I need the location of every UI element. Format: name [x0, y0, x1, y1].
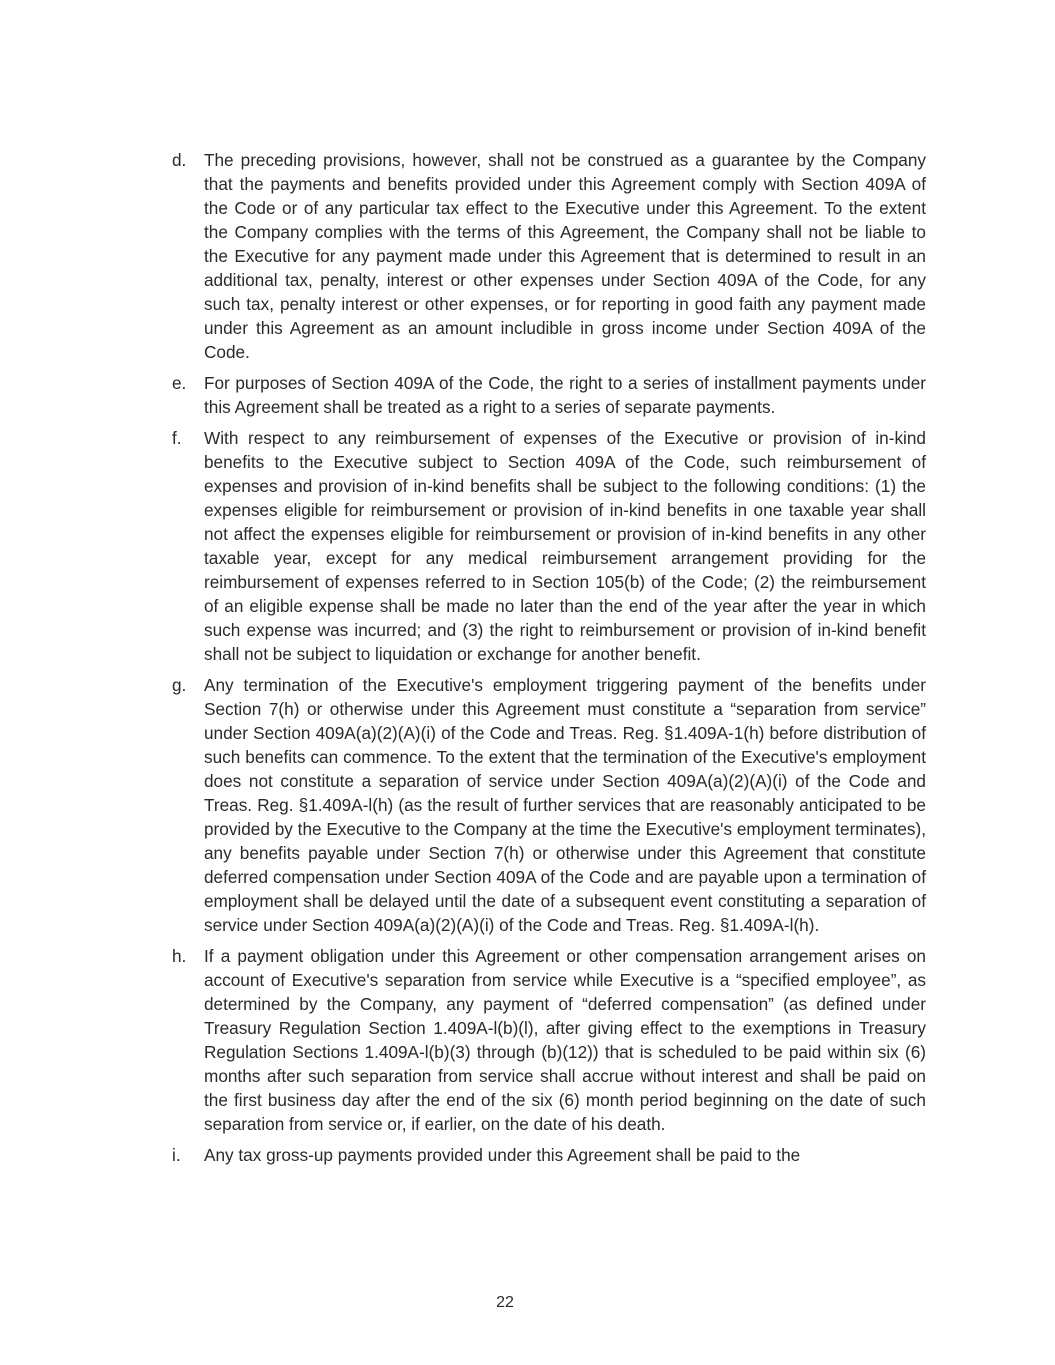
item-text: Any tax gross-up payments provided under this Agreement shall be paid to the	[204, 1145, 801, 1165]
list-item-i	[172, 1143, 926, 1167]
item-label: i.	[172, 1145, 181, 1165]
list-item-d	[172, 148, 926, 364]
item-label: g.	[172, 675, 187, 695]
list-item-f	[172, 426, 926, 666]
item-text: The preceding provisions, however, shall not be construed as a guarantee by the Company that the payments and benefits provided under this Agreement comply with Section 409A of the Code or of any particular tax effect to the Executive under this Agreement. To the extent the Company complies with the terms of this Agreement, the Company shall not be liable to the Executive for any payment made under this Agreement that is determined to result in an additional tax, penalty, interest or other expenses under Section 409A of the Code, for any such tax, penalty interest or other expenses, or for reporting in good faith any payment made under this Agreement as an amount includible in gross income under Section 409A of the Code.	[204, 150, 926, 362]
item-text: Any termination of the Executive's employment triggering payment of the benefits under Section 7(h) or otherwise under this Agreement must constitute a “separation from service” under Section 409A(a)(2)(A)(i) of the Code and Treas. Reg. §1.409A-1(h) before distribution of such benefits can commence. To the extent that the termination of the Executive's employment does not constitute a separation of service under Section 409A(a)(2)(A)(i) of the Code and Treas. Reg. §1.409A-l(h) (as the result of further services that are reasonably anticipated to be provided by the Executive to the Company at the time the Executive's employment terminates), any benefits payable under Section 7(h) or otherwise under this Agreement that constitute deferred compensation under Section 409A of the Code and are payable upon a termination of employment shall be delayed until the date of a subsequent event constituting a separation of service under Section 409A(a)(2)(A)(i) of the Code and Treas. Reg. §1.409A-l(h).	[204, 675, 926, 935]
item-label: e.	[172, 373, 187, 393]
page-number: 22	[496, 1294, 514, 1311]
item-label: d.	[172, 150, 187, 170]
item-label: h.	[172, 946, 187, 966]
item-text: If a payment obligation under this Agreement or other compensation arrangement arises on account of Executive's separation from service while Executive is a “specified employee”, as determined by the Company, any payment of “deferred compensation” (as defined under Treasury Regulation Section 1.409A-l(b)(l), after giving effect to the exemptions in Treasury Regulation Sections 1.409A-l(b)(3) through (b)(12)) that is scheduled to be paid within six (6) months after such separation from service shall accrue without interest and shall be paid on the first business day after the end of the six (6) month period beginning on the date of such separation from service or, if earlier, on the date of his death.	[204, 946, 926, 1134]
document-body	[172, 148, 926, 1174]
item-text: With respect to any reimbursement of expenses of the Executive or provision of in-kind benefits to the Executive subject to Section 409A of the Code, such reimbursement of expenses and provision of in-kind benefits shall be subject to the following conditions: (1) the expenses eligible for reimbursement or provision of in-kind benefits in one taxable year shall not affect the expenses eligible for reimbursement or provision of in-kind benefits in any other taxable year, except for any medical reimbursement arrangement providing for the reimbursement of expenses referred to in Section 105(b) of the Code; (2) the reimbursement of an eligible expense shall be made no later than the end of the year after the year in which such expense was incurred; and (3) the right to reimbursement or provision of in-kind benefit shall not be subject to liquidation or exchange for another benefit.	[204, 428, 926, 664]
item-text: For purposes of Section 409A of the Code, the right to a series of installment payments under this Agreement shall be treated as a right to a series of separate payments.	[204, 373, 926, 417]
list-item-h	[172, 944, 926, 1136]
item-label: f.	[172, 428, 182, 448]
list-item-g	[172, 673, 926, 937]
list-item-e	[172, 371, 926, 419]
